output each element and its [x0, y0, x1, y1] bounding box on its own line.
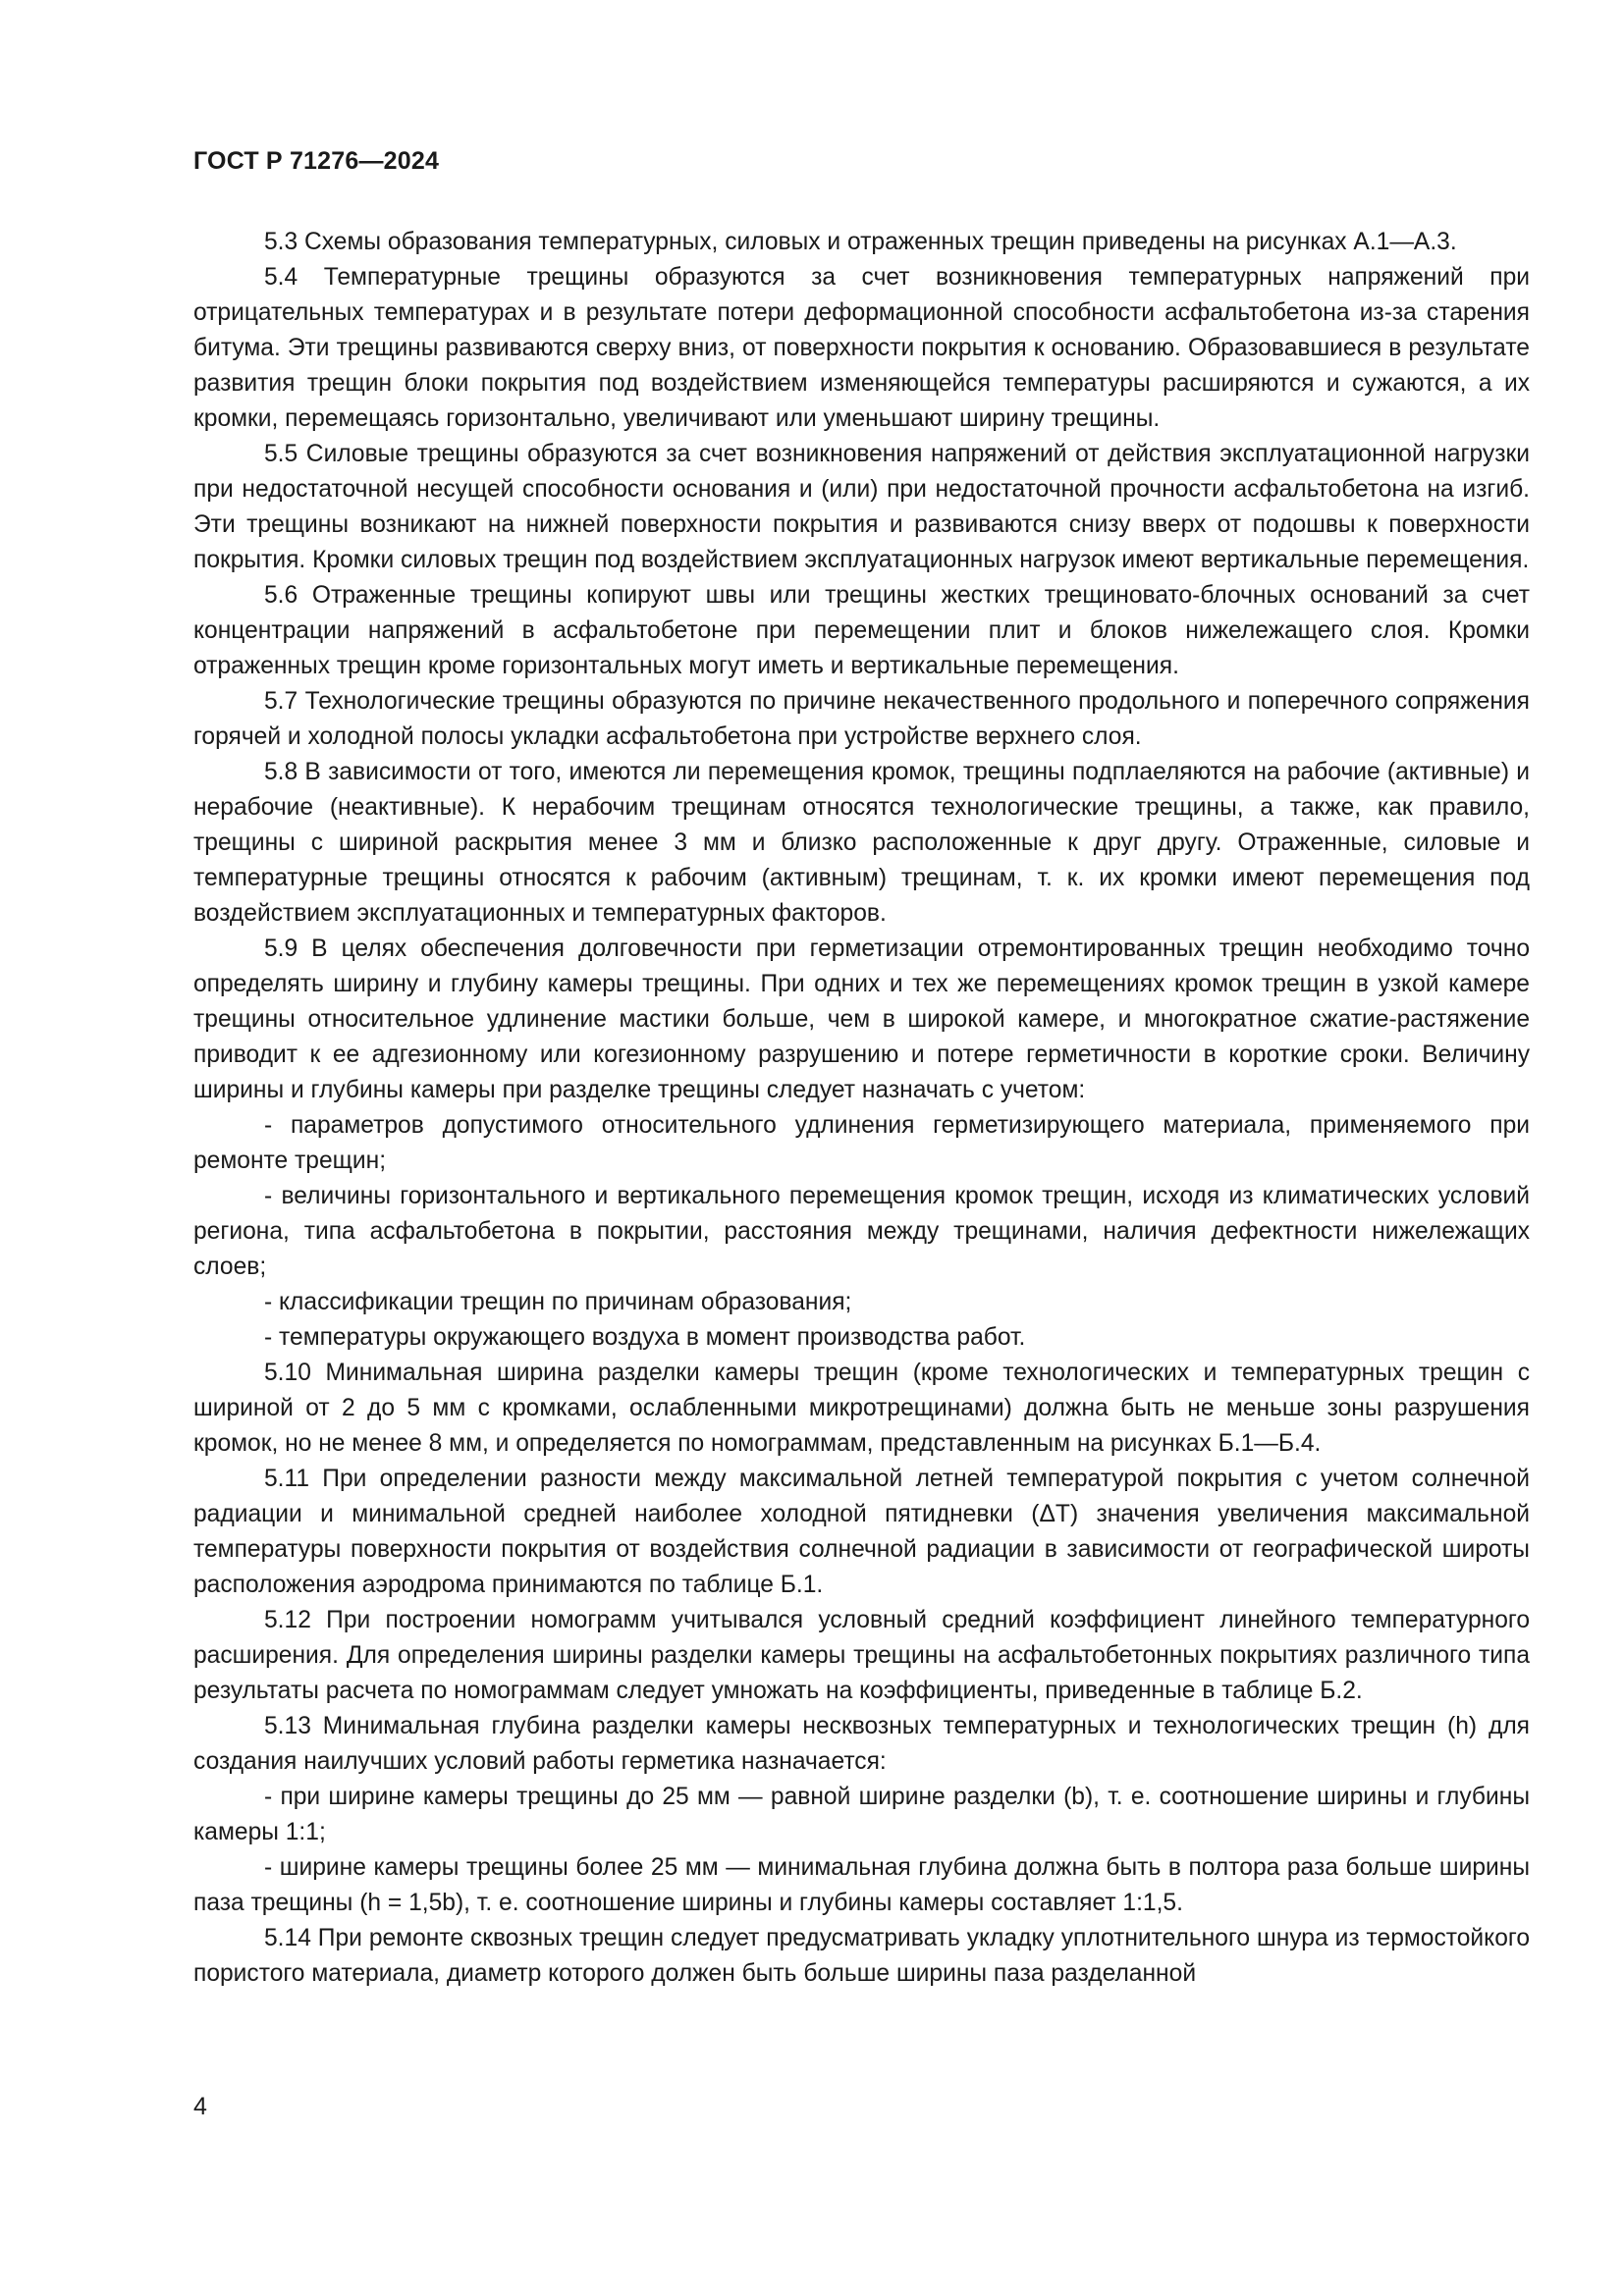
list-item: - при ширине камеры трещины до 25 мм — равной ширине разделки (b), т. е. соотношение ширины и глубины камеры 1:1;: [193, 1784, 1530, 1845]
paragraph-5-10: 5.10 Минимальная ширина разделки камеры трещин (кроме технологических и температурных трещин с шириной от 2 до 5 мм с кромками, ослабленными микротрещинами) должна быть не меньше зоны разрушения кромок, но не менее 8 мм, и определяется по номограммам, представленным на рисунках Б.1—Б.4.: [193, 1360, 1530, 1457]
list-item: - температуры окружающего воздуха в момент производства работ.: [264, 1324, 1026, 1351]
paragraph-5-9: 5.9 В целях обеспечения долговечности при герметизации отремонтированных трещин необходимо точно определять ширину и глубину камеры трещины. При одних и тех же перемещениях кромок трещин в узкой камере трещины относительное удлинение мастики больше, чем в широкой камере, и многократное сжатие-растяжение приводит к ее адгезионному или когезионному разрушению и потере герметичности в короткие сроки. Величину ширины и глубины камеры при разделке трещины следует назначать с учетом:: [193, 935, 1530, 1103]
list-item: - ширине камеры трещины более 25 мм — минимальная глубина должна быть в полтора раза больше ширины паза трещины (h = 1,5b), т. е. соотношение ширины и глубины камеры составляет 1:1,5.: [193, 1854, 1530, 1916]
paragraph-5-3: 5.3 Схемы образования температурных, силовых и отраженных трещин приведены на рисунках А.1—А.3.: [264, 229, 1457, 255]
paragraph-5-8: 5.8 В зависимости от того, имеются ли перемещения кромок, трещины подплаеляются на рабочие (активные) и нерабочие (неактивные). К нерабочим трещинам относятся технологические трещины, а также, как правило, трещины с шириной раскрытия менее 3 мм и близко расположенные к друг другу. Отраженные, силовые и температурные трещины относятся к рабочим (активным) трещинам, т. к. их кромки имеют перемещения под воздействием эксплуатационных и температурных факторов.: [193, 759, 1530, 927]
paragraph-5-11: 5.11 При определении разности между максимальной летней температурой покрытия с учетом солнечной радиации и минимальной средней наиболее холодной пятидневки (ΔT) значения увеличения максимальной температуры поверхности покрытия от воздействия солнечной радиации в зависимости от географической широты расположения аэродрома принимаются по таблице Б.1.: [193, 1466, 1530, 1598]
paragraph-5-5: 5.5 Силовые трещины образуются за счет возникновения напряжений от действия эксплуатационной нагрузки при недостаточной несущей способности основания и (или) при недостаточной прочности асфальтобетона на изгиб. Эти трещины возникают на нижней поверхности покрытия и развиваются снизу вверх от подошвы к поверхности покрытия. Кромки силовых трещин под воздействием эксплуатационных нагрузок имеют вертикальные перемещения.: [193, 441, 1530, 573]
paragraph-5-4: 5.4 Температурные трещины образуются за счет возникновения температурных напряжений при отрицательных температурах и в результате потери деформационной способности асфальтобетона из-за старения битума. Эти трещины развиваются сверху вниз, от поверхности покрытия к основанию. Образовавшиеся в результате развития трещин блоки покрытия под воздействием изменяющейся температуры расширяются и сужаются, а их кромки, перемещаясь горизонтально, увеличивают или уменьшают ширину трещины.: [193, 264, 1530, 432]
document-header: ГОСТ Р 71276—2024: [193, 147, 440, 175]
page-number: 4: [193, 2093, 207, 2120]
list-item: - параметров допустимого относительного удлинения герметизирующего материала, применяемого при ремонте трещин;: [193, 1112, 1530, 1174]
document-body: [193, 225, 1530, 1992]
paragraph-5-7: 5.7 Технологические трещины образуются по причине некачественного продольного и поперечного сопряжения горячей и холодной полосы укладки асфальтобетона при устройстве верхнего слоя.: [193, 688, 1530, 750]
paragraph-5-14: 5.14 При ремонте сквозных трещин следует предусматривать укладку уплотнительного шнура из термостойкого пористого материала, диаметр которого должен быть больше ширины паза разделанной: [193, 1925, 1530, 1987]
paragraph-5-13: 5.13 Минимальная глубина разделки камеры несквозных температурных и технологических трещин (h) для создания наилучших условий работы герметика назначается:: [193, 1713, 1530, 1775]
list-item: - величины горизонтального и вертикального перемещения кромок трещин, исходя из климатических условий региона, типа асфальтобетона в покрытии, расстояния между трещинами, наличия дефектности нижележащих слоев;: [193, 1183, 1530, 1280]
list-item: - классификации трещин по причинам образования;: [264, 1289, 852, 1315]
paragraph-5-6: 5.6 Отраженные трещины копируют швы или трещины жестких трещиновато-блочных оснований за счет концентрации напряжений в асфальтобетоне при перемещении плит и блоков нижележащего слоя. Кромки отраженных трещин кроме горизонтальных могут иметь и вертикальные перемещения.: [193, 582, 1530, 679]
paragraph-5-12: 5.12 При построении номограмм учитывался условный средний коэффициент линейного температурного расширения. Для определения ширины разделки камеры трещины на асфальтобетонных покрытиях различного типа результаты расчета по номограммам следует умножать на коэффициенты, приведенные в таблице Б.2.: [193, 1607, 1530, 1704]
